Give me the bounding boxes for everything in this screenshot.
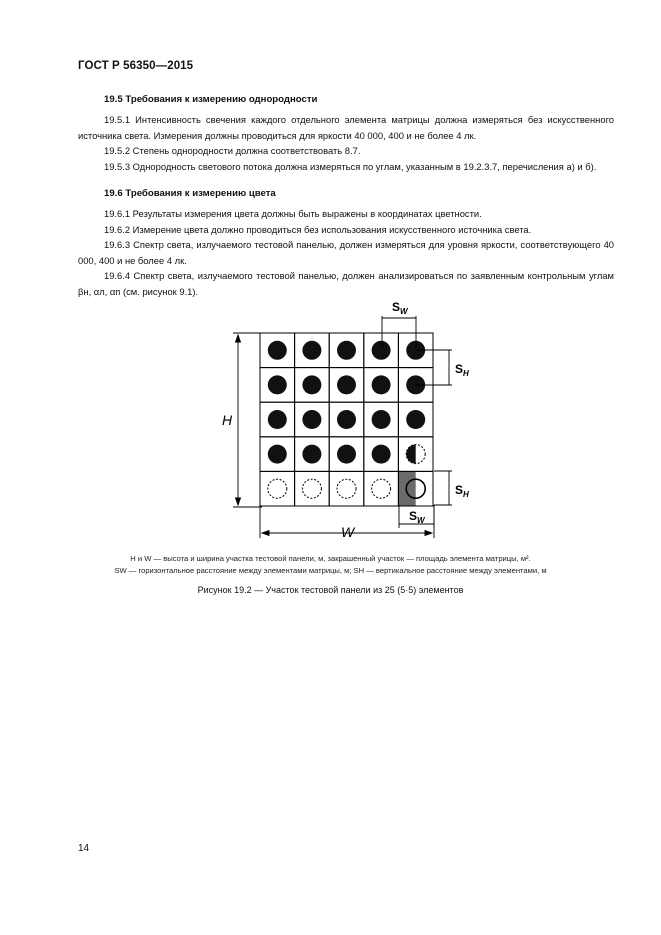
unlit-element — [302, 479, 321, 498]
lit-element — [268, 341, 287, 360]
lit-element — [372, 341, 391, 360]
partial-element-fill — [406, 445, 416, 464]
lit-element — [268, 410, 287, 429]
matrix-cell — [364, 471, 399, 506]
figure-note-1: H и W — высота и ширина участка тестовой панели, м, закрашенный участок — площадь элемента матрицы, м². — [130, 554, 531, 563]
label-sw-top: $S_W$ — [392, 300, 408, 316]
label-w: W — [341, 524, 355, 540]
matrix-cell — [295, 471, 330, 506]
shaded-element-area — [398, 471, 415, 506]
lit-element — [406, 410, 425, 429]
lit-element — [268, 445, 287, 464]
matrix-cell — [329, 471, 364, 506]
figure-note-2: SW — горизонтальное расстояние между элементами матрицы, м; SH — вертикальное расстояние между элементами, м — [114, 566, 547, 575]
paragraph-19-6-4: 19.6.4 Спектр света, излучаемого тестовой панелью, должен анализироваться по заявленным контрольным углам βн, αл, αп (см. рисунок 9.1). — [78, 270, 614, 297]
lit-element — [372, 410, 391, 429]
lit-element — [302, 410, 321, 429]
unlit-element — [337, 479, 356, 498]
unlit-element — [372, 479, 391, 498]
lit-element — [372, 445, 391, 464]
paragraph-19-5-1: 19.5.1 Интенсивность свечения каждого отдельного элемента матрицы должна измеряться без искусственного источника света. Измерения должны проводиться для яркости 40 000, 400 и не более 4 лк. — [78, 114, 614, 141]
label-sw-bottom: $S_W$ — [409, 509, 425, 525]
paragraph-19-5-3: 19.5.3 Однородность светового потока должна измеряться по углам, указанным в 19.2.3.7, перечисления а) и б). — [104, 160, 597, 172]
lit-element — [302, 341, 321, 360]
section-19-6-title: 19.6 Требования к измерению цвета — [104, 188, 276, 199]
label-h: H — [222, 412, 233, 428]
lit-element — [337, 445, 356, 464]
figure-caption: Рисунок 19.2 — Участок тестовой панели из 25 (5·5) элементов — [197, 585, 464, 595]
lit-element — [302, 375, 321, 394]
paragraph-19-6-2: 19.6.2 Измерение цвета должно проводиться без использования искусственного источника света. — [104, 223, 532, 235]
page-number: 14 — [78, 843, 90, 854]
matrix-cell — [260, 471, 295, 506]
paragraph-19-6-3: 19.6.3 Спектр света, излучаемого тестовой панелью, должен измеряться для уровня яркости, соответствующего 40 000, 400 и не более 4 лк. — [78, 239, 614, 266]
section-19-5-title: 19.5 Требования к измерению однородности — [104, 94, 318, 105]
lit-element — [337, 341, 356, 360]
document-header: ГОСТ Р 56350—2015 — [78, 60, 194, 72]
lit-element — [302, 445, 321, 464]
lit-element — [372, 375, 391, 394]
height-dimension — [233, 333, 262, 507]
lit-element — [337, 375, 356, 394]
lit-element — [337, 410, 356, 429]
paragraph-19-6-1: 19.6.1 Результаты измерения цвета должны быть выражены в координатах цветности. — [104, 208, 482, 219]
sh-bottom-dimension — [434, 471, 452, 505]
paragraph-19-5-2: 19.5.2 Степень однородности должна соответствовать 8.7. — [104, 145, 361, 157]
lit-element — [268, 375, 287, 394]
matrix-grid — [260, 333, 433, 506]
label-sh-top: $S_H$ — [455, 362, 469, 378]
unlit-element — [268, 479, 287, 498]
label-sh-bottom: $S_H$ — [455, 483, 469, 499]
